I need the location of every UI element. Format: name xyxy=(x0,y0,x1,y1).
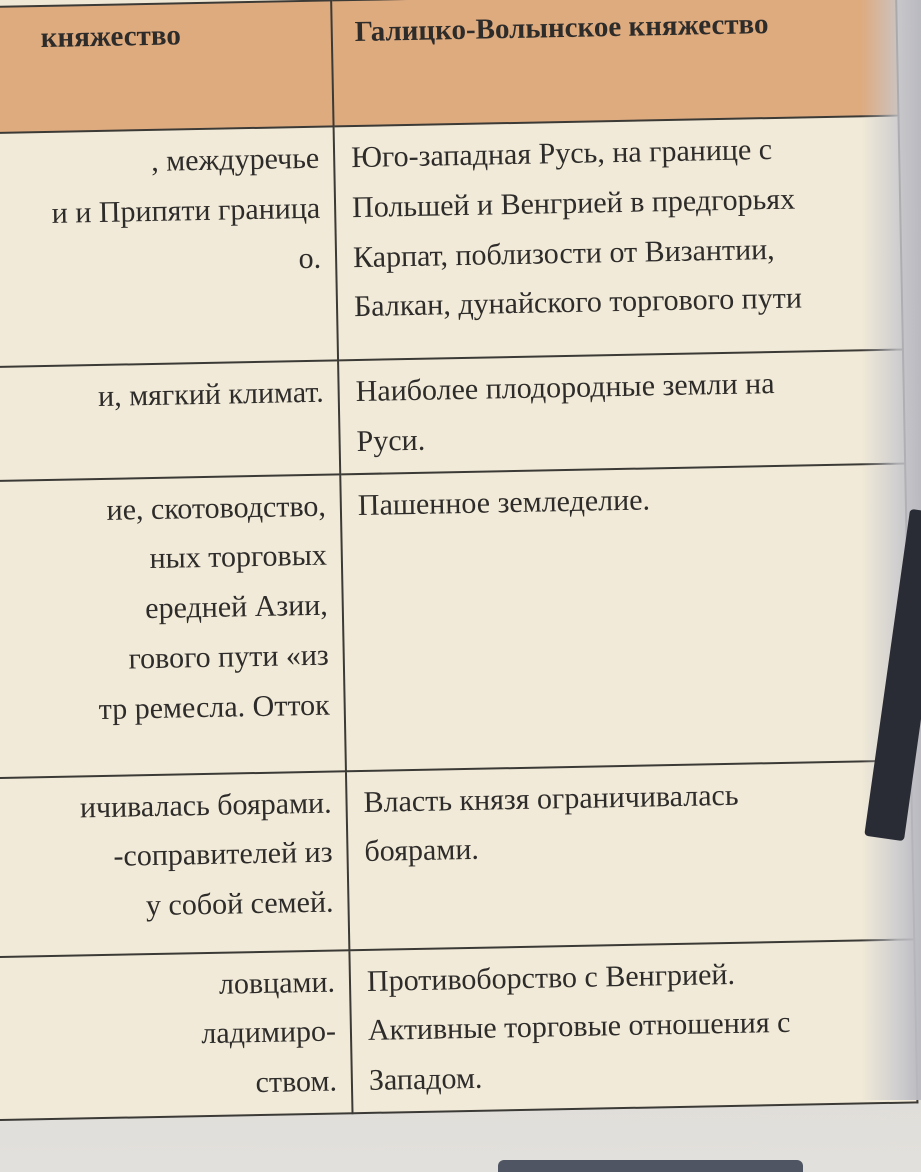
cell-line: тр ремесла. Отток xyxy=(98,688,330,726)
cell-line: Власть князя ограничивалась xyxy=(363,778,739,819)
header-cell-principality xyxy=(0,0,334,136)
cell-line: у собой семей. xyxy=(145,885,334,923)
cell-line: ередней Азии, xyxy=(144,588,329,626)
table-row xyxy=(0,350,905,484)
table-cell xyxy=(0,771,349,960)
header-text: княжество xyxy=(40,19,182,55)
cell-line: и, мягкий климат. xyxy=(97,375,324,413)
cell-line: ством. xyxy=(255,1064,338,1100)
cell-line: Пашенное земледелие. xyxy=(357,483,651,522)
cell-line: , междуречье xyxy=(150,141,320,178)
cell-line: Западом. xyxy=(368,1061,483,1098)
cell-line: Активные торговые отношения с xyxy=(367,1006,791,1048)
cell-line: Руси. xyxy=(356,423,426,458)
cell-line: ловцами. xyxy=(218,965,336,1001)
monitor-stand xyxy=(498,1160,803,1172)
cell-line: Юго-западная Русь, на границе с xyxy=(350,133,773,175)
table-cell xyxy=(338,350,905,474)
cell-line: о. xyxy=(298,241,322,275)
table-header-row xyxy=(0,0,898,136)
cell-line: Польшей и Венгрией в предгорьях xyxy=(351,182,796,224)
table-cell xyxy=(346,760,914,950)
table-row xyxy=(0,939,917,1123)
table-cell xyxy=(334,116,903,361)
header-text: Галицко-Волынское княжество xyxy=(354,8,769,49)
cell-line: гового пути «из xyxy=(128,638,330,676)
cell-line: ие, скотоводство, xyxy=(106,489,327,527)
table-cell xyxy=(0,950,353,1123)
table-cell xyxy=(349,939,917,1113)
cell-line: -соправителей из xyxy=(113,835,333,874)
table-row xyxy=(0,760,914,960)
cell-line: ных торговых xyxy=(149,539,328,576)
table-cell xyxy=(340,463,911,771)
cell-line: Карпат, поблизости от Византии, xyxy=(352,232,775,274)
table-cell xyxy=(0,474,346,781)
cell-line: и и Припяти граница xyxy=(51,191,321,230)
cell-line: Наиболее плодородные земли на xyxy=(355,367,775,409)
cell-line: боярами. xyxy=(364,833,480,869)
table-row xyxy=(0,116,903,371)
table-row xyxy=(0,463,911,781)
cell-line: Балкан, дунайского торгового пути xyxy=(353,281,803,324)
cell-line: Противоборство с Венгрией. xyxy=(366,957,736,998)
header-cell-galicia-volhynia xyxy=(331,0,898,126)
cell-line: ладимиро- xyxy=(201,1014,337,1051)
table-cell xyxy=(0,360,340,484)
cell-line: ичивалась боярами. xyxy=(79,786,332,825)
table-cell xyxy=(0,126,338,370)
